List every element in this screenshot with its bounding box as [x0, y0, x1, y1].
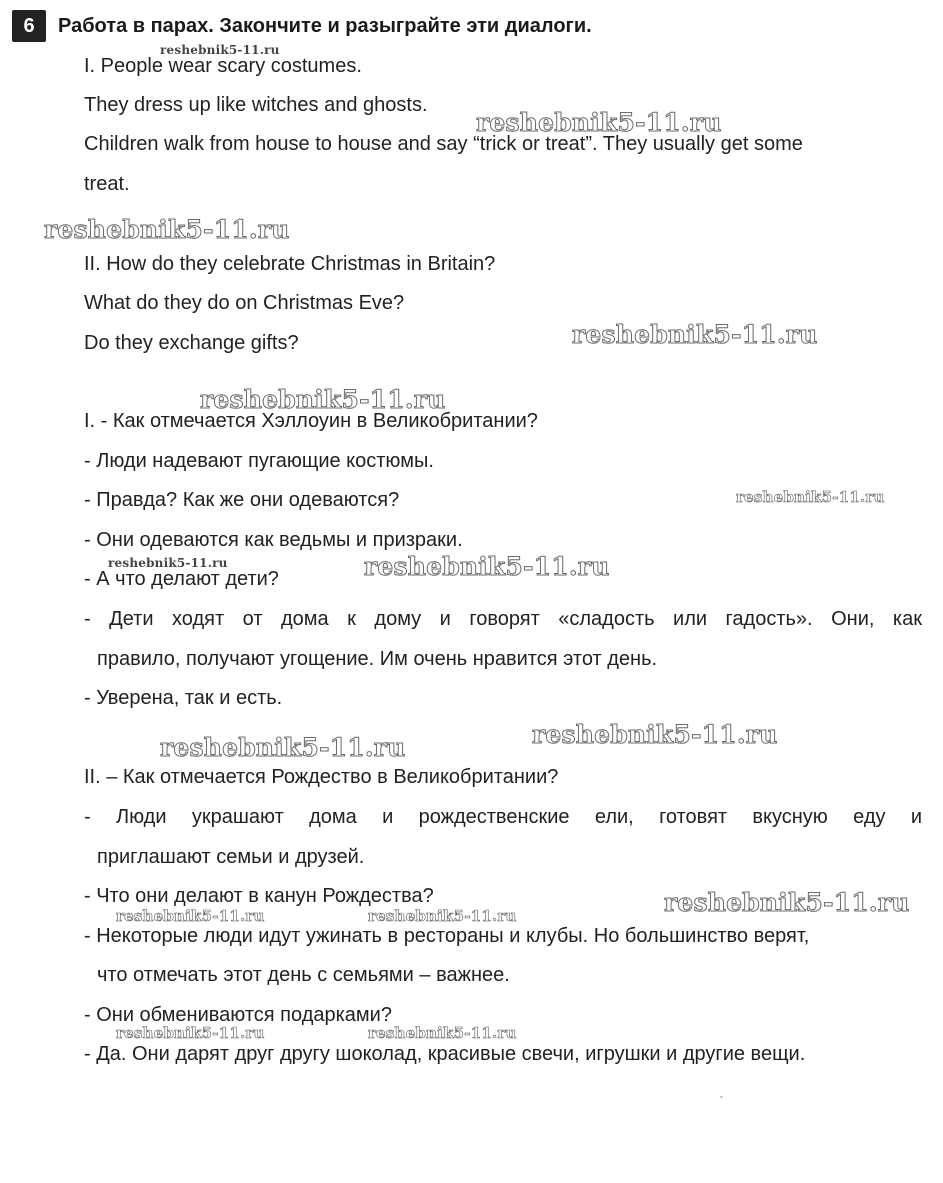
text-line: Do they exchange gifts?: [84, 332, 299, 354]
text-line: - А что делают дети?: [84, 568, 279, 590]
text-line: - Они одеваются как ведьмы и призраки.: [84, 529, 463, 551]
exercise-number-badge: 6: [12, 10, 46, 42]
text-line: I. - Как отмечается Хэллоуин в Великобритании?: [84, 410, 538, 432]
watermark: reshebnik5-11.ru: [572, 320, 818, 349]
text-line: - Правда? Как же они одеваются?: [84, 489, 400, 511]
text-line: - Да. Они дарят друг другу шоколад, красивые свечи, игрушки и другие вещи.: [84, 1043, 806, 1065]
text-line: - Уверена, так и есть.: [84, 687, 283, 709]
watermark: reshebnik5-11.ru: [736, 488, 885, 506]
text-line: что отмечать этот день с семьями – важнее.: [97, 964, 510, 986]
watermark: reshebnik5-11.ru: [476, 108, 722, 137]
watermark: reshebnik5-11.ru: [664, 888, 910, 917]
watermark: reshebnik5-11.ru: [160, 43, 280, 57]
text-line: правило, получают угощение. Им очень нравится этот день.: [97, 648, 658, 670]
text-line: They dress up like witches and ghosts.: [84, 94, 428, 116]
watermark: reshebnik5-11.ru: [160, 733, 406, 762]
watermark: reshebnik5-11.ru: [368, 1024, 517, 1042]
exercise-header: [12, 10, 592, 42]
watermark: reshebnik5-11.ru: [116, 1024, 265, 1042]
text-line: - Дети ходят от дома к дому и говорят «сладость или гадость». Они, как: [84, 608, 922, 630]
watermark: reshebnik5-11.ru: [364, 552, 610, 581]
text-line: - Люди надевают пугающие костюмы.: [84, 450, 434, 472]
text-line: - Что они делают в канун Рождества?: [84, 885, 434, 907]
text-line: What do they do on Christmas Eve?: [84, 292, 405, 314]
text-line: Children walk from house to house and say “trick or treat”. They usually get some: [84, 133, 803, 155]
text-line: II. How do they celebrate Christmas in Britain?: [84, 253, 496, 275]
watermark: reshebnik5-11.ru: [44, 215, 290, 244]
text-line: II. – Как отмечается Рождество в Великобритании?: [84, 766, 559, 788]
exercise-title: Работа в парах. Закончите и разыграйте эти диалоги.: [58, 14, 592, 37]
text-line: treat.: [84, 173, 130, 195]
text-line: - Они обмениваются подарками?: [84, 1004, 392, 1026]
text-line: I. People wear scary costumes.: [84, 55, 362, 77]
watermark: reshebnik5-11.ru: [200, 385, 446, 414]
text-line: - Люди украшают дома и рождественские ели, готовят вкусную еду и: [84, 806, 922, 828]
text-line: приглашают семьи и друзей.: [97, 846, 365, 868]
watermark: reshebnik5-11.ru: [368, 907, 517, 925]
watermark: reshebnik5-11.ru: [116, 907, 265, 925]
watermark: reshebnik5-11.ru: [108, 556, 228, 570]
text-line: - Некоторые люди идут ужинать в рестораны и клубы. Но большинство верят,: [84, 925, 810, 947]
watermark: reshebnik5-11.ru: [532, 720, 778, 749]
speck: [720, 1096, 723, 1098]
